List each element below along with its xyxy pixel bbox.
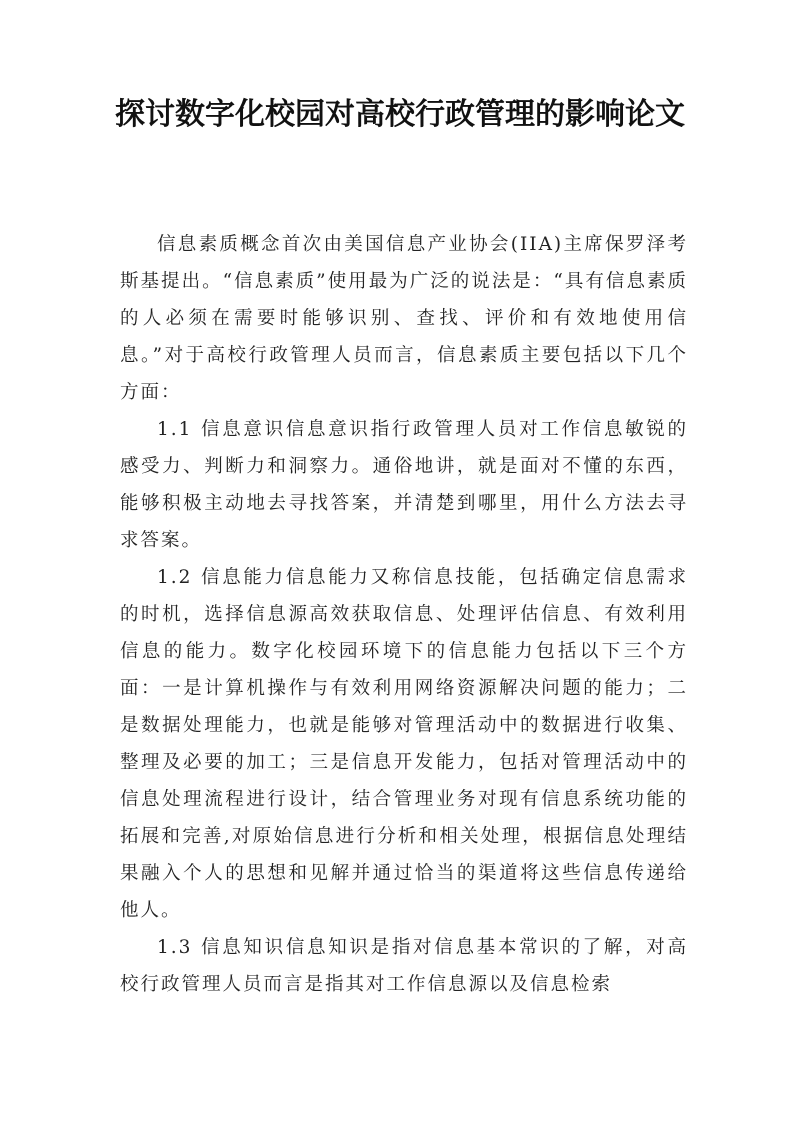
document-title: 探讨数字化校园对高校行政管理的影响论文 xyxy=(115,97,685,132)
document-body xyxy=(120,226,688,1003)
paragraph-1: 信息素质概念首次由美国信息产业协会(IIA)主席保罗泽考斯基提出。“信息素质”使用最为广泛的说法是：“具有信息素质的人必须在需要时能够识别、查找、评价和有效地使用信息。”对于高校行政管理人员而言，信息素质主要包括以下几个方面： xyxy=(120,234,688,403)
paragraph-4: 1.3 信息知识信息知识是指对信息基本常识的了解，对高校行政管理人员而言是指其对工作信息源以及信息检索 xyxy=(120,937,688,995)
paragraph-2: 1.1 信息意识信息意识指行政管理人员对工作信息敏锐的感受力、判断力和洞察力。通俗地讲，就是面对不懂的东西，能够积极主动地去寻找答案，并清楚到哪里，用什么方法去寻求答案。 xyxy=(120,419,688,551)
paragraph-3: 1.2 信息能力信息能力又称信息技能，包括确定信息需求的时机，选择信息源高效获取信息、处理评估信息、有效利用信息的能力。数字化校园环境下的信息能力包括以下三个方面：一是计算机操作与有效利用网络资源解决问题的能力；二是数据处理能力，也就是能够对管理活动中的数据进行收集、整理及必要的加工；三是信息开发能力，包括对管理活动中的信息处理流程进行设计，结合管理业务对现有信息系统功能的拓展和完善,对原始信息进行分析和相关处理，根据信息处理结果融入个人的思想和见解并通过恰当的渠道将这些信息传递给他人。 xyxy=(120,567,688,921)
